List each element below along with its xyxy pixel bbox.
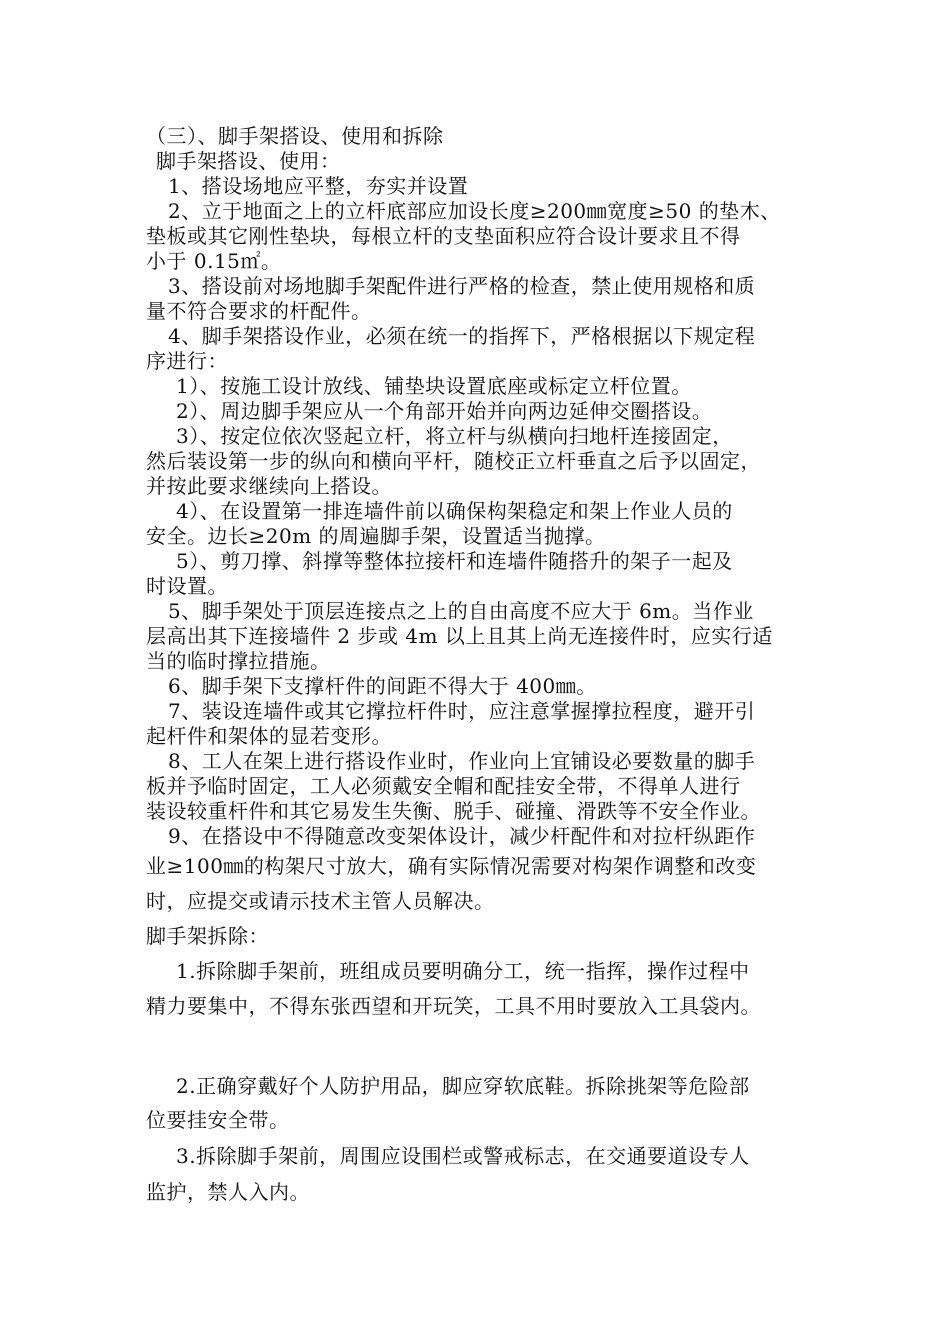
text-line: 然后装设第一步的纵向和横向平杆，随校正立杆垂直之后予以固定， bbox=[146, 449, 761, 473]
text-line: 当的临时撑拉措施。 bbox=[146, 649, 331, 673]
text-line: 2.正确穿戴好个人防护用品，脚应穿软底鞋。拆除挑架等危险部 bbox=[176, 1074, 750, 1098]
text-line: 1）、按施工设计放线、铺垫块设置底座或标定立杆位置。 bbox=[176, 374, 692, 398]
text-line: 4、脚手架搭设作业，必须在统一的指挥下，严格根据以下规定程 bbox=[168, 324, 756, 348]
text-line: 9、在搭设中不得随意改变架体设计，减少杆配件和对拉杆纵距作 bbox=[168, 824, 756, 848]
text-line: 监护，禁人入内。 bbox=[146, 1180, 310, 1204]
text-line: 3.拆除脚手架前，周围应设围栏或警戒标志，在交通要道设专人 bbox=[176, 1144, 750, 1168]
text-line: 起杆件和架体的显若变形。 bbox=[146, 724, 392, 748]
text-line: 3、搭设前对场地脚手架配件进行严格的检查，禁止使用规格和质 bbox=[168, 274, 756, 298]
text-line: 4）、在设置第一排连墙件前以确保构架稳定和架上作业人员的 bbox=[176, 499, 733, 523]
text-line: 并按此要求继续向上搭设。 bbox=[146, 474, 392, 498]
text-line: 6、脚手架下支撑杆件的间距不得大于 400㎜。 bbox=[168, 674, 597, 698]
text-line: 5、脚手架处于顶层连接点之上的自由高度不应大于 6m。当作业 bbox=[168, 599, 754, 623]
text-line: 精力要集中，不得东张西望和开玩笑，工具不用时要放入工具袋内。 bbox=[146, 994, 761, 1018]
subheading-erection-use: 脚手架搭设、使用： bbox=[156, 149, 341, 173]
text-line: 2）、周边脚手架应从一个角部开始并向两边延伸交圈搭设。 bbox=[176, 399, 713, 423]
text-line: 安全。边长≥20m 的周遍脚手架，设置适当抛撑。 bbox=[146, 524, 606, 548]
text-line: 板并予临时固定，工人必须戴安全帽和配挂安全带，不得单人进行 bbox=[146, 774, 741, 798]
text-line: 垫板或其它刚性垫块，每根立杆的支垫面积应符合设计要求且不得 bbox=[146, 224, 741, 248]
text-line: 8、工人在架上进行搭设作业时，作业向上宜铺设必要数量的脚手 bbox=[168, 749, 756, 773]
text-line: 序进行： bbox=[146, 349, 228, 373]
text-line: 时，应提交或请示技术主管人员解决。 bbox=[146, 889, 495, 913]
text-line: 1.拆除脚手架前，班组成员要明确分工，统一指挥，操作过程中 bbox=[176, 959, 750, 983]
text-line: 2、立于地面之上的立杆底部应加设长度≥200㎜宽度≥50 的垫木、 bbox=[168, 199, 781, 223]
section-heading: （三）、脚手架搭设、使用和拆除 bbox=[146, 124, 444, 148]
text-line: 5）、剪刀撑、斜撑等整体拉接杆和连墙件随搭升的架子一起及 bbox=[176, 549, 733, 573]
subheading-dismantling: 脚手架拆除： bbox=[146, 924, 269, 948]
text-line: 业≥100㎜的构架尺寸放大，确有实际情况需要对构架作调整和改变 bbox=[146, 854, 757, 878]
text-line: 时设置。 bbox=[146, 574, 228, 598]
text-line: 层高出其下连接墙件 2 步或 4m 以上且其上尚无连接件时，应实行适 bbox=[146, 624, 773, 648]
text-line: 小于 0.15㎡。 bbox=[146, 249, 282, 273]
text-line: 位要挂安全带。 bbox=[146, 1108, 290, 1132]
text-line: 量不符合要求的杆配件。 bbox=[146, 299, 372, 323]
text-line: 装设较重杆件和其它易发生失衡、脱手、碰撞、滑跌等不安全作业。 bbox=[146, 799, 761, 823]
text-line: 3）、按定位依次竖起立杆，将立杆与纵横向扫地杆连接固定， bbox=[176, 424, 733, 448]
text-line: 7、装设连墙件或其它撑拉杆件时，应注意掌握撑拉程度，避开引 bbox=[168, 699, 756, 723]
text-line: 1、搭设场地应平整，夯实并设置 bbox=[168, 174, 469, 198]
